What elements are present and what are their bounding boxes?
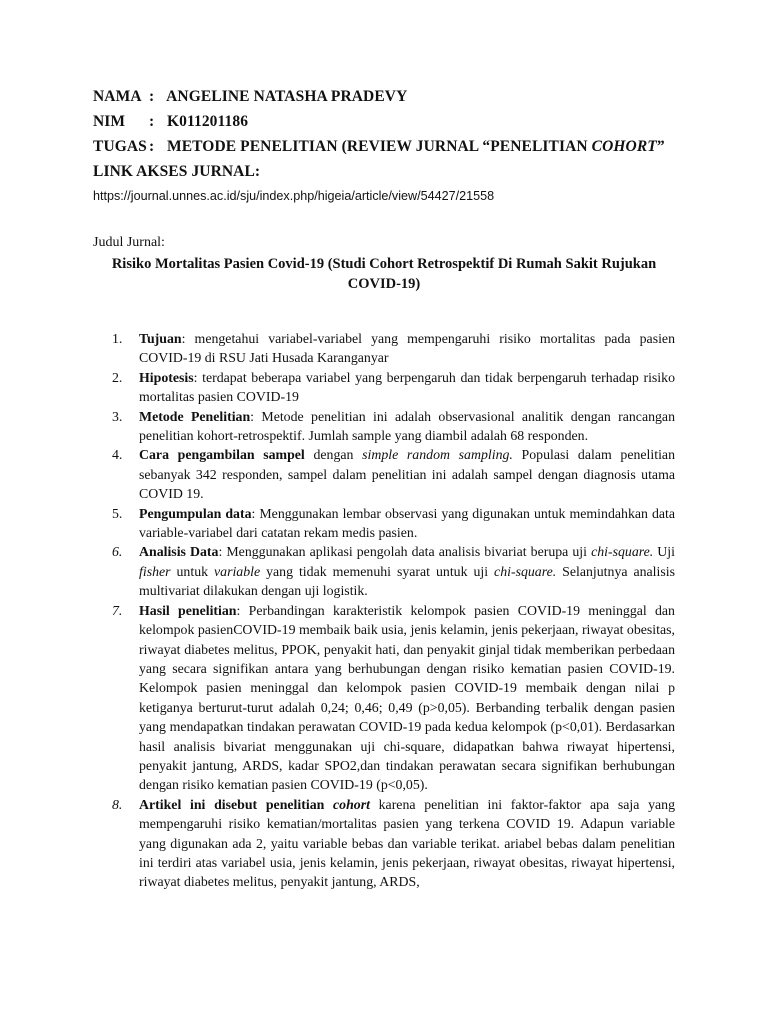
nama-separator: : — [149, 88, 155, 105]
nama-line — [93, 88, 407, 106]
list-item: 5. Pengumpulan data: Menggunakan lembar observasi yang digunakan untuk memindahkan data variable-variabel dari catatan rekam medis pasien. — [112, 505, 676, 541]
list-item: 4. Cara pengambilan sampel dengan simple random sampling. Populasi dalam penelitian sebanyak 342 responden, sampel dalam penelitian ini adalah sampel dengan diagnosis utama COVID 19. — [112, 447, 675, 502]
tugas-line — [93, 138, 665, 156]
review-list — [112, 329, 675, 892]
nim-label: NIM — [93, 113, 126, 130]
nim-separator: : — [149, 113, 155, 130]
list-item: 2. Hipotesis: terdapat beberapa variabel yang berpengaruh dan tidak berpengaruh terhadap risiko mortalitas pasien COVID-19 — [112, 369, 675, 405]
journal-title: Risiko Mortalitas Pasien Covid-19 (Studi Cohort Retrospektif Di Rumah Sakit Rujukan COVID-19) — [111, 256, 657, 292]
nim-value: K011201186 — [166, 113, 249, 130]
link-label: LINK AKSES JURNAL: — [93, 163, 261, 180]
nama-value: ANGELINE NATASHA PRADEVY — [166, 88, 408, 105]
journal-link[interactable]: https://journal.unnes.ac.id/sju/index.php/higeia/article/view/54427/21558 — [93, 189, 495, 203]
list-item: 6. Analisis Data: Menggunakan aplikasi pengolah data analisis bivariat berupa uji chi-square. Uji fisher untuk variable yang tidak memenuhi syarat untuk uji chi-square. Selanjutnya analisis multivariat dilakukan dengan uji logistik. — [112, 544, 675, 599]
list-item: 1. Tujuan: mengetahui variabel-variabel yang mempengaruhi risiko mortalitas pada pasien COVID-19 di RSU Jati Husada Karanganyar — [112, 331, 675, 366]
nim-line — [93, 113, 248, 131]
tugas-separator: : — [149, 138, 155, 155]
list-item: 8. Artikel ini disebut penelitian cohort karena penelitian ini faktor-faktor apa saja yang mempengaruhi risiko kematian/mortalitas pasien yang terkena COVID 19. Adapun variable yang digunakan ada 2, yaitu variable bebas dan variable terikat. ariabel bebas dalam penelitian ini terdiri atas variabel usia, jenis kelamin, jenis pekerjaan, riwayat obesitas, riwayat hipertensi, riwayat diabetes melitus, penyakit jantung, ARDS, — [112, 796, 675, 890]
tugas-value: METODE PENELITIAN (REVIEW JURNAL “PENELITIAN COHORT” — [166, 138, 665, 155]
list-item: 3. Metode Penelitian: Metode penelitian ini adalah observasional analitik dengan rancangan penelitian kohort-retrospektif. Jumlah sample yang diambil adalah 68 responden. — [112, 408, 676, 444]
journal-label: Judul Jurnal: — [93, 235, 165, 250]
tugas-label: TUGAS — [93, 138, 147, 155]
nama-label: NAMA — [93, 88, 142, 105]
list-item: 7. Hasil penelitian: Perbandingan karakteristik kelompok pasien COVID-19 meninggal dan kelompok pasienCOVID-19 membaik baik usia, jenis kelamin, jenis pekerjaan, riwayat obesitas, riwayat diabetes melitus, PPOK, penyakit hati, dan penyakit ginjal tidak memberikan perbedaan yang secara signifikan antara yang berhubungan dengan risiko kematian pasien COVID-19. Kelompok pasien meninggal dan kelompok pasien COVID-19 membaik dengan nilai p ketiganya berturut-turut adalah 0,24; 0,46; 0,49 (p>0,05). Berbanding terbalik dengan pasien yang mendapatkan tindakan perawatan COVID-19 pada kedua kelompok (p<0,01). Berdasarkan hasil analisis bivariat menggunakan uji chi-square, didapatkan bahwa riwayat hipertensi, penyakit jantung, ARDS, kadar SPO2,dan tindakan perawatan secara signifikan berhubungan dengan risiko kematian pasien COVID-19 (p<0,05). — [112, 602, 675, 793]
